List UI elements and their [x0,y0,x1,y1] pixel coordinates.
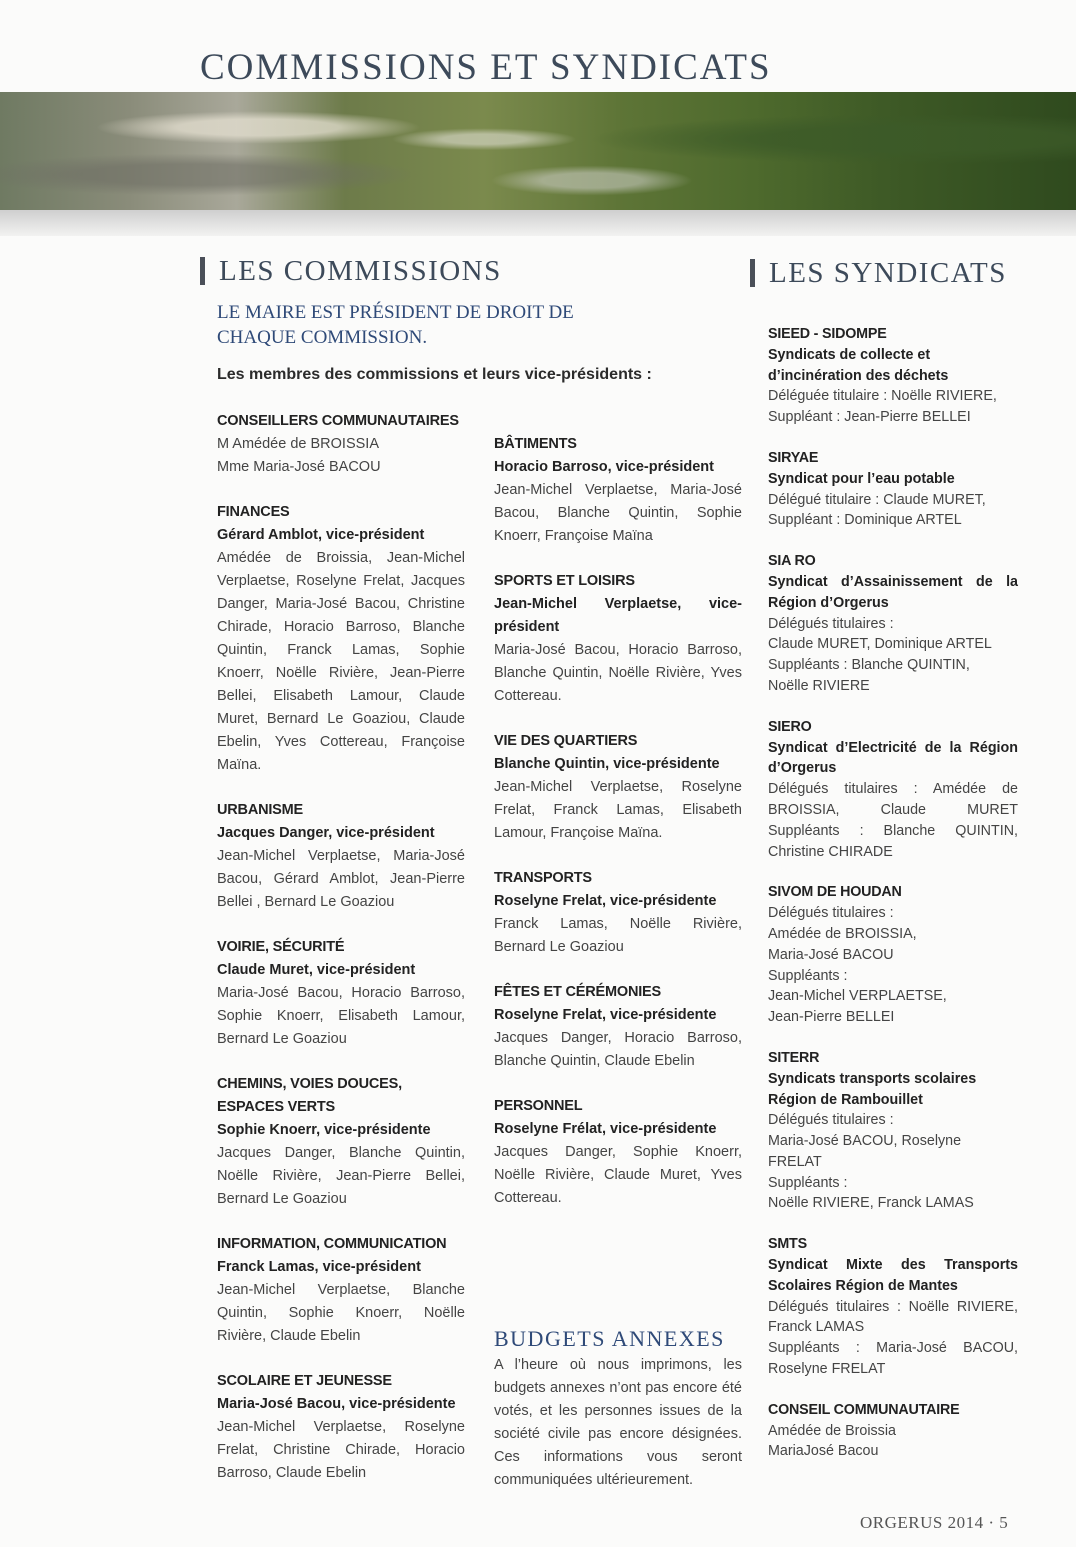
syndicat-delegates: Délégués titulaires : Amédée de BROISSIA, Maria-José BACOU Suppléants : Jean-Michel VERPLAETSE, Jean-Pierre BELLEI [768,905,947,1026]
commission-block [494,570,742,708]
commission-block [217,410,465,479]
commission-vice-president: Horacio Barroso, vice-président [494,459,714,475]
commission-block [494,867,742,959]
syndicat-delegates: Délégué titulaire : Claude MURET, Suppléant : Dominique ARTEL [768,491,986,529]
commission-vice-president: Blanche Quintin, vice-présidente [494,756,720,772]
commission-title: SCOLAIRE ET JEUNESSE [217,1373,392,1389]
commissions-heading: LES COMMISSIONS [200,257,502,285]
commission-block [217,501,465,777]
syndicat-title: SMTS [768,1236,807,1253]
syndicat-block [768,448,1018,531]
syndicat-block [768,717,1018,863]
syndicat-block [768,1400,1018,1462]
syndicat-title: SIA RO [768,553,816,570]
commission-title: CONSEILLERS COMMUNAUTAIRES [217,413,459,429]
commission-title: BÂTIMENTS [494,436,577,452]
commissions-lead: LE MAIRE EST PRÉSIDENT DE DROIT DE CHAQUE COMMISSION. [217,302,574,348]
commission-members: Maria-José Bacou, Horacio Barroso, Sophie Knoerr, Elisabeth Lamour, Bernard Le Goaziou [217,985,465,1047]
commission-block [494,730,742,845]
syndicat-delegates: Délégués titulaires : Claude MURET, Dominique ARTEL Suppléants : Blanche QUINTIN, Noëlle RIVIERE [768,615,992,694]
budgets-heading: BUDGETS ANNEXES [494,1326,725,1351]
commission-vice-president: Jacques Danger, vice-président [217,825,435,841]
commission-title: INFORMATION, COMMUNICATION [217,1236,447,1252]
aerial-photo-banner [0,92,1076,210]
commission-block [494,981,742,1073]
syndicat-subtitle: Syndicat d’Assainissement de la Région d’Orgerus [768,573,1018,611]
commission-vice-president: Roselyne Frelat, vice-présidente [494,1007,717,1023]
commission-members: Jean-Michel Verplaetse, Maria-José Bacou, Blanche Quintin, Sophie Knoerr, Françoise Maïna [494,482,742,544]
budgets-text: A l’heure où nous imprimons, les budgets annexes n’ont pas encore été votés, et les personnes issues de la société civile pas encore désignées. Ces informations vous seront communiquées ultérieurement. [494,1357,742,1488]
syndicat-subtitle: Syndicat pour l’eau potable [768,470,955,487]
syndicat-title: CONSEIL COMMUNAUTAIRE [768,1401,960,1418]
banner-shadow [0,210,1076,236]
syndicat-subtitle: Syndicat d’Electricité de la Région d’Orgerus [768,739,1018,777]
commission-block [217,936,465,1051]
commission-block [494,433,742,548]
commission-members: Maria-José Bacou, Horacio Barroso, Blanche Quintin, Noëlle Rivière, Yves Cottereau. [494,642,742,704]
commission-title: PERSONNEL [494,1098,583,1114]
commission-block [217,1073,465,1211]
commission-block [217,799,465,914]
syndicat-block [768,1234,1018,1380]
commission-members: Franck Lamas, Noëlle Rivière, Bernard Le Goaziou [494,916,742,955]
syndicat-block [768,324,1018,428]
commission-block [217,1370,465,1485]
commission-vice-president: Sophie Knoerr, vice-présidente [217,1122,431,1138]
syndicat-block [768,1048,1018,1214]
commission-members: Jean-Michel Verplaetse, Maria-José Bacou, Gérard Amblot, Jean-Pierre Bellei , Bernard Le Goaziou [217,848,465,910]
commission-vice-president: Jean-Michel Verplaetse, vice-président [494,596,742,635]
commission-members: Jacques Danger, Horacio Barroso, Blanche Quintin, Claude Ebelin [494,1030,742,1069]
syndicats-heading: LES SYNDICATS [750,259,1007,287]
commission-vice-president: Maria-José Bacou, vice-présidente [217,1396,456,1412]
syndicat-title: SIRYAE [768,449,819,466]
syndicat-delegates: Délégués titulaires : Noëlle RIVIERE, Franck LAMAS Suppléants : Maria-José BACOU, Roselyne FRELAT [768,1298,1018,1378]
syndicat-title: SIEED - SIDOMPE [768,326,887,342]
syndicat-title: SIERO [768,718,812,735]
syndicat-title: SITERR [768,1049,820,1066]
commission-members: Jacques Danger, Blanche Quintin, Noëlle Rivière, Jean-Pierre Bellei, Bernard Le Goaziou [217,1145,465,1207]
commission-vice-president: Roselyne Frélat, vice-présidente [494,1121,717,1137]
commission-vice-president: Gérard Amblot, vice-président [217,527,425,543]
commission-title: FÊTES ET CÉRÉMONIES [494,984,661,1000]
commission-vice-president: Roselyne Frelat, vice-présidente [494,893,717,909]
commission-members: Jacques Danger, Sophie Knoerr, Noëlle Rivière, Claude Muret, Yves Cottereau. [494,1144,742,1206]
commission-vice-president: Franck Lamas, vice-président [217,1259,421,1275]
commission-title: SPORTS ET LOISIRS [494,573,635,589]
commission-title: TRANSPORTS [494,870,592,886]
syndicat-title: SIVOM DE HOUDAN [768,884,902,901]
syndicat-subtitle: Syndicats transports scolaires Région de Rambouillet [768,1070,977,1108]
syndicat-subtitle: Syndicat Mixte des Transports Scolaires Région de Mantes [768,1257,1018,1294]
commissions-subheading: Les membres des commissions et leurs vice-présidents : [217,366,652,383]
syndicats-column [768,324,1018,1482]
commission-title: VOIRIE, SÉCURITÉ [217,939,345,955]
page-footer: ORGERUS 2014 · 5 [860,1513,1009,1532]
commission-members: Jean-Michel Verplaetse, Roselyne Frelat, Christine Chirade, Horacio Barroso, Claude Ebelin [217,1419,465,1481]
commission-title: FINANCES [217,504,290,520]
commission-block [494,1095,742,1210]
commission-members: Jean-Michel Verplaetse, Roselyne Frelat, Franck Lamas, Elisabeth Lamour, Françoise Maïna. [494,779,742,841]
commission-title: CHEMINS, VOIES DOUCES, ESPACES VERTS [217,1076,402,1115]
commissions-column-2 [494,433,742,1232]
commission-title: VIE DES QUARTIERS [494,733,638,749]
commission-block [217,1233,465,1348]
commission-members: Amédée de Broissia, Jean-Michel Verplaetse, Roselyne Frelat, Jacques Danger, Maria-José Bacou, Christine Chirade, Horacio Barroso, Blanche Quintin, Franck Lamas, Sophie Knoerr, Noëlle Rivière, Jean-Pierre Bellei, Elisabeth Lamour, Claude Muret, Bernard Le Goaziou, Claude Ebelin, Yves Cottereau, Françoise Maïna. [217,550,465,773]
commission-title: URBANISME [217,802,304,818]
syndicat-delegates: Délégués titulaires : Amédée de BROISSIA, Claude MURET Suppléants : Blanche QUINTIN, Christine CHIRADE [768,781,1018,860]
village-aerial-image [0,92,1076,210]
syndicat-block [768,882,1018,1028]
syndicat-delegates: Amédée de Broissia MariaJosé Bacou [768,1422,896,1460]
commission-members: Jean-Michel Verplaetse, Blanche Quintin, Sophie Knoerr, Noëlle Rivière, Claude Ebelin [217,1282,465,1344]
syndicat-delegates: Délégués titulaires : Maria-José BACOU, Roselyne FRELAT Suppléants : Noëlle RIVIERE, Franck LAMAS [768,1112,974,1212]
syndicat-delegates: Déléguée titulaire : Noëlle RIVIERE, Suppléant : Jean-Pierre BELLEI [768,388,997,426]
commission-vice-president: Claude Muret, vice-président [217,962,416,978]
page-title: COMMISSIONS ET SYNDICATS [200,47,772,88]
commission-members: M Amédée de BROISSIA Mme Maria-José BACOU [217,436,381,475]
syndicat-subtitle: Syndicats de collecte et d’incinération des déchets [768,346,949,384]
syndicat-block [768,551,1018,697]
commissions-column-1 [217,410,465,1507]
